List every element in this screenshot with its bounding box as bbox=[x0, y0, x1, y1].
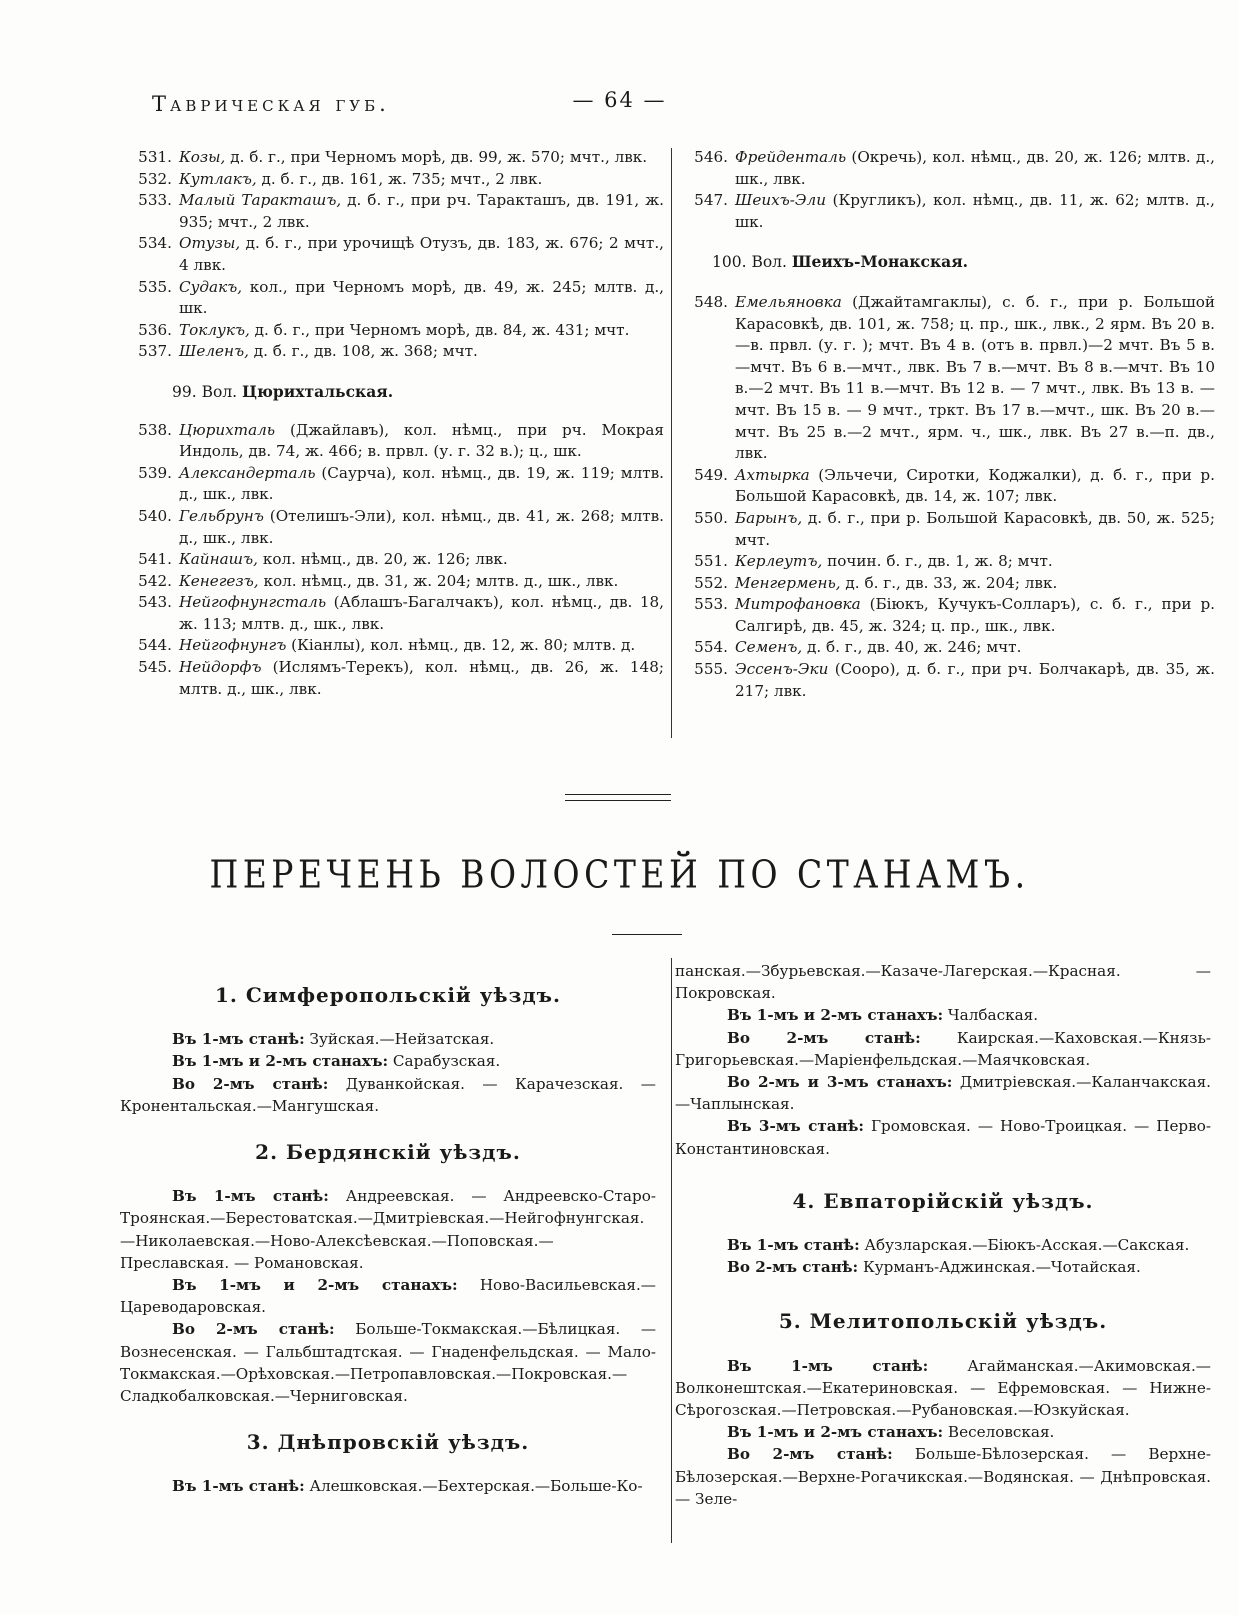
page-header-title: Таврическая губ. bbox=[152, 92, 390, 116]
title-underline bbox=[612, 934, 682, 935]
entry-text bbox=[179, 341, 664, 363]
settlement-entry bbox=[134, 506, 664, 549]
settlement-name: Отузы, bbox=[179, 234, 241, 253]
settlement-details: (Ислямъ-Терекъ), кол. нѣмц., дв. 26, ж. 148; млтв. д., шк., лвк. bbox=[179, 658, 664, 698]
entry-text bbox=[735, 508, 1215, 551]
settlement-name: Менгермень, bbox=[735, 573, 841, 592]
entry-text bbox=[179, 657, 664, 700]
settlement-details: д. б. г., дв. 40, ж. 246; мчт. bbox=[802, 638, 1022, 657]
uezd-heading-3: 3. Днѣпровскій уѣздъ. bbox=[246, 1430, 530, 1455]
entry-text bbox=[735, 190, 1215, 233]
settlement-entry bbox=[134, 657, 664, 700]
settlement-details: д. б. г., дв. 33, ж. 204; лвк. bbox=[840, 573, 1058, 592]
settlement-name: Малый Таракташъ, bbox=[179, 191, 342, 210]
settlement-entry bbox=[134, 169, 664, 191]
entry-text bbox=[179, 506, 664, 549]
uezd-heading-1: 1. Симферопольскій уѣздъ. bbox=[215, 983, 561, 1007]
settlement-entry bbox=[134, 635, 664, 657]
uezd-heading-2: 2. Бердянскій уѣздъ. bbox=[255, 1140, 521, 1165]
double-rule bbox=[565, 794, 671, 801]
settlement-details: (Біюкъ, Кучукъ-Солларъ), с. б. г., при р. Салгирѣ, дв. 45, ж. 324; ц. пр., шк., лвк. bbox=[735, 595, 1215, 635]
settlement-entry bbox=[690, 594, 1215, 637]
settlement-entry bbox=[134, 341, 664, 363]
settlement-details: д. б. г., при Черномъ морѣ, дв. 84, ж. 431; мчт. bbox=[249, 320, 630, 339]
settlement-entry bbox=[134, 549, 664, 571]
settlement-name: Токлукъ, bbox=[179, 320, 250, 339]
settlement-name: Нейгофнунгъ bbox=[179, 636, 287, 655]
entry-number: 536. bbox=[138, 320, 172, 339]
settlement-name: Гельбрунъ bbox=[179, 506, 264, 525]
settlement-name: Цюрихталь bbox=[179, 420, 276, 439]
entry-text bbox=[735, 292, 1215, 465]
entry-text bbox=[179, 277, 664, 320]
settlement-name: Кутлакъ, bbox=[179, 169, 257, 188]
entry-text bbox=[179, 571, 664, 593]
settlement-details: (Джайтамгаклы), с. б. г., при р. Большой Карасовкѣ, дв. 101, ж. 758; ц. пр., шк., лвк., 2 ярм. Въ 20 в.—в. првл. (у. г. ); мчт. Въ 4 в. (отъ в. првл.)—2 мчт. Въ 5 в.—мчт. Въ 6 в.—мчт., лвк. Въ 7 в.—мчт. Въ 8 в.—мчт. Въ 10 в.—2 мчт. Въ 11 в.—мчт. Въ 12 в. — 7 мчт., лвк. Въ 13 в. — мчт. Въ 15 в. — 9 мчт., тркт. Въ 17 в.—мчт., шк. Въ 20 в.—мчт. Въ 25 в.—2 мчт., ярм. ч., шк., лвк. Въ 27 в.—п. дв., лвк. bbox=[735, 292, 1215, 463]
entry-number: 555. bbox=[694, 660, 728, 679]
settlement-name: Нейдорфъ bbox=[179, 658, 262, 677]
settlement-details: кол., при Черномъ морѣ, дв. 49, ж. 245; млтв. д., шк. bbox=[179, 277, 664, 318]
entry-text bbox=[179, 420, 664, 463]
settlement-entry bbox=[134, 147, 664, 169]
settlement-details: (Кругликъ), кол. нѣмц., дв. 11, ж. 62; млтв. д., шк. bbox=[735, 191, 1215, 231]
settlement-details: (Джайлавъ), кол. нѣмц., при рч. Мокрая Индоль, дв. 74, ж. 466; в. првл. (у. г. 32 в.); ц., шк. bbox=[179, 420, 664, 461]
settlement-entry bbox=[690, 465, 1215, 508]
settlement-name: Керлеутъ, bbox=[735, 552, 823, 571]
entry-text bbox=[179, 190, 664, 233]
entry-number: 554. bbox=[694, 638, 728, 657]
bottom-right-column: панская.—Збурьевская.—Казаче-Лагерская.—Красная. — Покровская. Въ 1-мъ и 2-мъ станахъ: Чалбаская. Во 2-мъ станѣ: Каирская.—Каховская.—Князь-Григорьевская.—Маріенфельдская.—Маячковская. Во 2-мъ и 3-мъ станахъ: Дмитріевская.—Каланчакская.—Чаплынская. Въ 3-мъ станѣ: Громовская. — Ново-Троицкая. — Перво-Константиновская. 4. Евпаторійскій уѣздъ. Въ 1-мъ станѣ: Абузларская.—Біюкъ-Асская.—Сакская. Во 2-мъ станѣ: Курманъ-Аджинская.—Чотайская. 5. Мелитопольскій уѣздъ. Въ 1-мъ станѣ: Агайманская.—Акимовская.—Волконештская.—Екатериновская. — Ефремовская. — Нижне-Сѣрогозская.—Петровская.—Рубановская.—Юзкуйская. Въ 1-мъ и 2-мъ станахъ: Веселовская. Во 2-мъ станѣ: Больше-Бѣлозерская. — Верхне-Бѣлозерская.—Верхне-Рогачикская.—Водянская. — Днѣпровская. — Зеле- bbox=[675, 962, 1212, 1508]
entry-number: 545. bbox=[138, 658, 172, 677]
settlement-entry bbox=[690, 637, 1215, 659]
column-divider-top bbox=[671, 148, 672, 738]
entry-number: 542. bbox=[138, 571, 172, 590]
entry-text bbox=[179, 233, 664, 276]
entry-text bbox=[179, 549, 664, 571]
entry-text bbox=[179, 592, 664, 635]
entry-number: 538. bbox=[138, 420, 172, 439]
uezd-heading-4: 4. Евпаторійскій уѣздъ. bbox=[792, 1188, 1094, 1213]
settlement-details: (Саурча), кол. нѣмц., дв. 19, ж. 119; млтв. д., шк., лвк. bbox=[179, 463, 664, 504]
settlement-details: д. б. г., при Черномъ морѣ, дв. 99, ж. 570; мчт., лвк. bbox=[225, 148, 648, 166]
column-divider-bottom bbox=[671, 958, 672, 1543]
entry-text bbox=[179, 147, 664, 169]
entry-number: 548. bbox=[694, 292, 728, 311]
settlement-name: Барынъ, bbox=[735, 508, 803, 527]
volost-heading-100: 100. Вол. Шеихъ-Монакская. bbox=[712, 252, 969, 272]
settlement-details: (Кіанлы), кол. нѣмц., дв. 12, ж. 80; млтв. д. bbox=[286, 636, 636, 655]
entry-number: 552. bbox=[694, 573, 728, 592]
settlement-entry bbox=[134, 420, 664, 463]
entry-number: 549. bbox=[694, 465, 728, 484]
settlement-name: Шеленъ, bbox=[179, 342, 249, 361]
entry-number: 543. bbox=[138, 593, 172, 612]
bottom-left-column: 1. Симферопольскій уѣздъ. Въ 1-мъ станѣ: Зуйская.—Нейзатская. Въ 1-мъ и 2-мъ станахъ: Сарабузская. Во 2-мъ станѣ: Дуванкойская. — Карачезская. — Кронентальская.—Мангушская. 2. Бердянскій уѣздъ. Въ 1-мъ станѣ: Андреевская. — Андреевско-Старо-Троянская.—Берестоватская.—Дмитріевская.—Нейгофнунгская.—Николаевская.—Ново-Алексѣевская.—Поповская.—Преславская. — Романовская. Въ 1-мъ и 2-мъ станахъ: Ново-Васильевская.—Цареводаровская. Во 2-мъ станѣ: Больше-Токмакская.—Бѣлицкая. — Вознесенская. — Гальбштадтская. — Гнаденфельдская. — Мало-Токмакская.—Орѣховская.—Петропавловская.—Покровская.—Сладкобалковская.—Черниговская. 3. Днѣпровскій уѣздъ. Въ 1-мъ станѣ: Алешковская.—Бехтерская.—Больше-Ко- bbox=[120, 983, 657, 1496]
entry-text bbox=[735, 573, 1215, 595]
settlement-entry bbox=[134, 592, 664, 635]
entry-text bbox=[735, 551, 1215, 573]
entry-number: 531. bbox=[138, 148, 172, 166]
settlement-name: Шеихъ-Эли bbox=[735, 191, 826, 210]
settlement-details: д. б. г., при урочищѣ Отузъ, дв. 183, ж. 676; 2 мчт., 4 лвк. bbox=[179, 234, 664, 274]
entry-text bbox=[735, 594, 1215, 637]
entry-number: 547. bbox=[694, 191, 728, 210]
entry-text bbox=[735, 659, 1215, 702]
settlement-entry bbox=[690, 292, 1215, 465]
entry-text bbox=[179, 635, 664, 657]
entry-text bbox=[735, 637, 1215, 659]
entry-number: 546. bbox=[694, 148, 728, 166]
settlement-name: Эссенъ-Эки bbox=[735, 660, 829, 679]
settlement-details: (Эльчечи, Сиротки, Коджалки), д. б. г., при р. Большой Карасовкѣ, дв. 14, ж. 107; лвк. bbox=[735, 465, 1215, 506]
settlement-name: Судакъ, bbox=[179, 277, 243, 296]
settlement-details: д. б. г., дв. 108, ж. 368; мчт. bbox=[248, 342, 478, 361]
settlement-details: (Аблашъ-Багалчакъ), кол. нѣмц., дв. 18, ж. 113; млтв. д., шк., лвк. bbox=[179, 593, 664, 633]
entry-text bbox=[735, 147, 1215, 190]
section-title: ПЕРЕЧЕНЬ ВОЛОСТЕЙ ПО СТАНАМЪ. bbox=[209, 852, 1030, 897]
settlement-entry bbox=[134, 463, 664, 506]
settlement-entry bbox=[690, 147, 1215, 190]
entry-text bbox=[735, 465, 1215, 508]
settlement-entry bbox=[690, 190, 1215, 233]
volost-heading-99: 99. Вол. Цюрихтальская. bbox=[172, 381, 394, 401]
settlement-name: Фрейденталь bbox=[735, 148, 847, 166]
settlement-name: Козы, bbox=[179, 148, 226, 166]
entry-text bbox=[179, 320, 664, 342]
settlement-entry bbox=[134, 320, 664, 342]
entry-number: 553. bbox=[694, 595, 728, 614]
settlement-entry bbox=[134, 190, 664, 233]
entry-number: 550. bbox=[694, 508, 728, 527]
settlement-entry bbox=[690, 551, 1215, 573]
entry-number: 534. bbox=[138, 234, 172, 253]
entry-number: 535. bbox=[138, 277, 172, 296]
settlement-name: Кенегезъ, bbox=[179, 571, 259, 590]
settlement-details: д. б. г., при р. Большой Карасовкѣ, дв. 50, ж. 525; мчт. bbox=[735, 508, 1215, 549]
settlement-name: Александерталь bbox=[179, 463, 316, 482]
settlement-entry bbox=[690, 573, 1215, 595]
settlement-details: (Окречь), кол. нѣмц., дв. 20, ж. 126; млтв. д., шк., лвк. bbox=[735, 148, 1215, 188]
settlement-name: Кайнашъ, bbox=[179, 550, 258, 569]
entry-number: 544. bbox=[138, 636, 172, 655]
settlement-name: Емельяновка bbox=[735, 292, 842, 311]
settlement-details: кол. нѣмц., дв. 20, ж. 126; лвк. bbox=[258, 550, 508, 569]
left-column bbox=[134, 147, 664, 700]
settlement-entry bbox=[134, 277, 664, 320]
settlement-details: д. б. г., при рч. Таракташъ, дв. 191, ж. 935; мчт., 2 лвк. bbox=[179, 191, 665, 231]
settlement-details: кол. нѣмц., дв. 31, ж. 204; млтв. д., шк., лвк. bbox=[258, 571, 619, 590]
settlement-name: Митрофановка bbox=[735, 595, 861, 614]
settlement-details: (Сооро), д. б. г., при рч. Болчакарѣ, дв. 35, ж. 217; лвк. bbox=[735, 660, 1215, 700]
settlement-name: Нейгофнунгсталь bbox=[179, 593, 327, 612]
entry-number: 532. bbox=[138, 169, 172, 188]
entry-number: 539. bbox=[138, 463, 172, 482]
right-column bbox=[690, 147, 1215, 702]
entry-number: 537. bbox=[138, 342, 172, 361]
entry-text bbox=[179, 169, 664, 191]
settlement-entry bbox=[690, 659, 1215, 702]
page-number: — 64 — bbox=[572, 88, 667, 112]
entry-number: 540. bbox=[138, 506, 172, 525]
entry-number: 541. bbox=[138, 550, 172, 569]
uezd-heading-5: 5. Мелитопольскій уѣздъ. bbox=[778, 1309, 1108, 1334]
settlement-details: почин. б. г., дв. 1, ж. 8; мчт. bbox=[822, 552, 1053, 571]
settlement-entry bbox=[134, 233, 664, 276]
entry-text bbox=[179, 463, 664, 506]
settlement-entry bbox=[690, 508, 1215, 551]
settlement-details: д. б. г., дв. 161, ж. 735; мчт., 2 лвк. bbox=[256, 169, 543, 188]
settlement-entry bbox=[134, 571, 664, 593]
settlement-details: (Отелишъ-Эли), кол. нѣмц., дв. 41, ж. 268; млтв. д., шк., лвк. bbox=[179, 506, 664, 547]
settlement-name: Семенъ, bbox=[735, 638, 803, 657]
entry-number: 551. bbox=[694, 552, 728, 571]
settlement-name: Ахтырка bbox=[735, 465, 810, 484]
entry-number: 533. bbox=[138, 191, 172, 210]
